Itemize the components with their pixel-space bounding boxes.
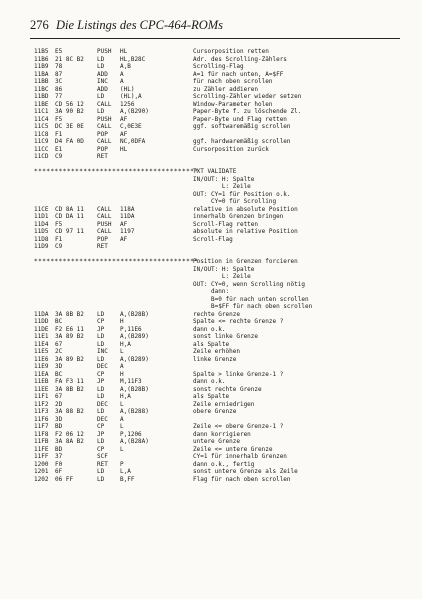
page-number: 276 <box>30 18 49 32</box>
comment: IN/OUT: H: Spalte <box>193 175 255 183</box>
listing-line <box>34 288 404 296</box>
hex-bytes: F1 <box>55 130 63 138</box>
comment: Zeile <= untere Grenze <box>193 445 273 453</box>
operand: M,11F3 <box>120 378 142 385</box>
page-title: Die Listings des CPC-464-ROMs <box>56 18 224 32</box>
comment: Scrolling-Zähler wieder setzen <box>193 93 302 100</box>
operand: AF <box>120 235 128 243</box>
mnemonic: RET <box>97 243 108 250</box>
section-title: Position in Grenzen forcieren <box>193 258 298 265</box>
comment: A=1 für nach unten, A=$FF <box>193 70 284 78</box>
operand: A <box>120 415 124 423</box>
listing-line <box>34 341 404 349</box>
mnemonic: LD <box>97 55 105 63</box>
address: 1202 <box>34 475 49 483</box>
operand: A,(B289) <box>120 355 149 363</box>
operand: HL <box>120 48 128 55</box>
listing-line <box>34 378 404 386</box>
listing-line <box>34 183 404 191</box>
comment: CY=0 für Scrolling <box>193 198 277 205</box>
address: 11F8 <box>34 430 49 438</box>
mnemonic: ADD <box>97 85 108 93</box>
hex-bytes: 3D <box>55 363 63 370</box>
listing-line <box>34 416 404 424</box>
comment: L: Zeile <box>193 183 251 190</box>
listing-line <box>34 206 404 214</box>
section-header-line <box>34 168 404 176</box>
address: 11D4 <box>34 220 49 228</box>
page-header <box>30 12 400 39</box>
section-header-line <box>34 258 404 266</box>
hex-bytes: F5 <box>55 220 63 228</box>
address: 11EA <box>34 370 49 378</box>
mnemonic: CALL <box>97 228 112 235</box>
operand: H <box>120 318 124 325</box>
operand: AF <box>120 220 128 228</box>
hex-bytes: F0 <box>55 460 63 468</box>
mnemonic: DEC <box>97 400 108 408</box>
hex-bytes: 3A 8B B2 <box>55 310 84 318</box>
operand: A <box>120 363 124 370</box>
comment: linke Grenze <box>193 355 237 363</box>
operand: B,FF <box>120 475 135 483</box>
mnemonic: LD <box>97 93 105 100</box>
hex-bytes: E1 <box>55 145 63 153</box>
comment: dann: <box>193 288 230 295</box>
mnemonic: INC <box>97 78 108 85</box>
listing-line <box>34 476 404 484</box>
address: 1201 <box>34 468 49 475</box>
address: 11F7 <box>34 423 49 430</box>
listing-line <box>34 468 404 476</box>
mnemonic: LD <box>97 333 105 340</box>
operand: A,(B28B) <box>120 385 149 393</box>
operand: H,A <box>120 340 131 348</box>
address: 11BB <box>34 78 49 85</box>
mnemonic: POP <box>97 235 108 243</box>
address: 11F1 <box>34 393 49 400</box>
operand: 1256 <box>120 100 135 108</box>
address: 11FB <box>34 438 49 445</box>
operand: P,1206 <box>120 430 142 438</box>
hex-bytes: 37 <box>55 453 63 460</box>
mnemonic: CALL <box>97 138 112 145</box>
comment: für nach oben scrollen <box>193 78 273 85</box>
listing-line <box>34 123 404 131</box>
listing-line <box>34 191 404 199</box>
address: 11C5 <box>34 123 49 130</box>
comment: Zeile <= obere Grenze-1 ? <box>193 423 284 430</box>
separator-stars: **************************************** <box>34 258 199 265</box>
listing-line <box>34 333 404 341</box>
mnemonic: CP <box>97 370 105 378</box>
hex-bytes: 2C <box>55 348 63 355</box>
comment: obere Grenze <box>193 408 237 415</box>
hex-bytes: BD <box>55 423 63 430</box>
listing-line <box>34 461 404 469</box>
address: 11D1 <box>34 213 49 220</box>
hex-bytes: 3A 89 B2 <box>55 355 84 363</box>
comment: untere Grenze <box>193 438 240 445</box>
operand: A,(B28A) <box>120 438 149 445</box>
operand: P,11E6 <box>120 325 142 333</box>
address: 11F2 <box>34 400 49 408</box>
comment: ggf. softwaremäßig scrollen <box>193 123 291 130</box>
mnemonic: POP <box>97 130 108 138</box>
comment: L: Zeile <box>193 273 251 280</box>
comment: dann o.k., fertig <box>193 460 255 468</box>
address: 11C9 <box>34 138 49 145</box>
mnemonic: CALL <box>97 205 112 213</box>
listing-line <box>34 176 404 184</box>
listing-line <box>34 93 404 101</box>
comment: sonst rechte Grenze <box>193 385 262 393</box>
listing-line <box>34 101 404 109</box>
hex-bytes: F1 <box>55 235 63 243</box>
comment: dann korrigieren <box>193 430 251 438</box>
comment: OUT: CY=1 für Position o.k. <box>193 190 291 198</box>
comment: Window-Parameter holen <box>193 100 273 108</box>
mnemonic: CALL <box>97 123 112 130</box>
listing-line <box>34 311 404 319</box>
listing-line <box>34 138 404 146</box>
hex-bytes: 78 <box>55 63 63 70</box>
listing-line <box>34 303 404 311</box>
comment: Flag für nach oben scrollen <box>193 475 291 483</box>
hex-bytes: CD 8A 11 <box>55 205 84 213</box>
mnemonic: CP <box>97 423 105 430</box>
address: 11EE <box>34 385 49 393</box>
comment: rechte Grenze <box>193 310 240 318</box>
listing-line <box>34 408 404 416</box>
operand: A,(B28B) <box>120 310 149 318</box>
operand: NC,0DFA <box>120 138 146 145</box>
mnemonic: LD <box>97 393 105 400</box>
comment: Zeile erniedrigen <box>193 400 255 408</box>
operand: AF <box>120 130 128 138</box>
address: 11CE <box>34 205 49 213</box>
comment: zu Zähler addieren <box>193 85 259 93</box>
mnemonic: POP <box>97 145 108 153</box>
listing-line <box>34 71 404 79</box>
operand: L <box>120 445 124 453</box>
hex-bytes: 3A 89 B2 <box>55 333 84 340</box>
hex-bytes: 3C <box>55 78 63 85</box>
listing-line <box>34 221 404 229</box>
operand: P <box>120 460 124 468</box>
comment: dann o.k. <box>193 325 226 333</box>
mnemonic: JP <box>97 378 105 385</box>
comment: relative in absolute Position <box>193 205 298 213</box>
operand: 1197 <box>120 228 135 235</box>
operand: HL <box>120 145 128 153</box>
listing-line <box>34 131 404 139</box>
address: 11BA <box>34 70 49 78</box>
hex-bytes: 67 <box>55 393 63 400</box>
address: 11FE <box>34 445 49 453</box>
mnemonic: INC <box>97 348 108 355</box>
address: 11B6 <box>34 55 49 63</box>
operand: (HL) <box>120 85 135 93</box>
address: 11F3 <box>34 408 49 415</box>
hex-bytes: C9 <box>55 243 63 250</box>
address: 11E6 <box>34 355 49 363</box>
mnemonic: LD <box>97 310 105 318</box>
address: 11D8 <box>34 235 49 243</box>
comment: als Spalte <box>193 340 230 348</box>
listing-line <box>34 348 404 356</box>
listing-line <box>34 318 404 326</box>
hex-bytes: BD <box>55 445 63 453</box>
comment: B=$FF für nach oben scrollen <box>193 303 313 310</box>
listing-line <box>34 356 404 364</box>
listing-line <box>34 363 404 371</box>
mnemonic: DEC <box>97 363 108 370</box>
address: 11F6 <box>34 415 49 423</box>
mnemonic: LD <box>97 63 105 70</box>
listing-line <box>34 48 404 56</box>
hex-bytes: 3A 8A B2 <box>55 438 84 445</box>
operand: 118A <box>120 205 135 213</box>
address: 11B5 <box>34 48 49 55</box>
listing-line <box>34 326 404 334</box>
address: 11E1 <box>34 333 49 340</box>
comment: sonst untere Grenze als Zeile <box>193 468 298 475</box>
comment: innerhalb Grenzen bringen <box>193 213 284 220</box>
hex-bytes: CD 97 11 <box>55 228 84 235</box>
listing-line <box>34 228 404 236</box>
operand: A <box>120 70 124 78</box>
listing-line <box>34 243 404 251</box>
address: 11BD <box>34 93 49 100</box>
hex-bytes: 6F <box>55 468 63 475</box>
separator-stars: **************************************** <box>34 168 199 175</box>
comment: Paper-Byte f. zu löschende Zl. <box>193 108 302 115</box>
listing-line <box>34 161 404 169</box>
mnemonic: CP <box>97 445 105 453</box>
listing-line <box>34 266 404 274</box>
hex-bytes: 3A 8B B2 <box>55 385 84 393</box>
address: 11E9 <box>34 363 49 370</box>
operand: L,A <box>120 468 131 475</box>
address: 11E5 <box>34 348 49 355</box>
hex-bytes: CD 56 12 <box>55 100 84 108</box>
address: 11DD <box>34 318 49 325</box>
mnemonic: SCF <box>97 453 108 460</box>
comment: OUT: CY=0, wenn Scrolling nötig <box>193 280 305 288</box>
mnemonic: CALL <box>97 213 112 220</box>
hex-bytes: DC 3E 0E <box>55 123 84 130</box>
hex-bytes: CD DA 11 <box>55 213 84 220</box>
comment: absolute in relative Position <box>193 228 298 235</box>
listing-line <box>34 273 404 281</box>
hex-bytes: 21 8C B2 <box>55 55 84 63</box>
address: 11CC <box>34 145 49 153</box>
mnemonic: LD <box>97 475 105 483</box>
comment: als Spalte <box>193 393 230 400</box>
address: 11E4 <box>34 340 49 348</box>
comment: Spalte <= rechte Grenze ? <box>193 318 284 325</box>
hex-bytes: 06 FF <box>55 475 74 483</box>
listing-line <box>34 236 404 244</box>
hex-bytes: BC <box>55 370 63 378</box>
operand: HL,B28C <box>120 55 146 63</box>
hex-bytes: 2D <box>55 400 63 408</box>
mnemonic: LD <box>97 438 105 445</box>
listing-line <box>34 116 404 124</box>
comment: Cursorposition zurück <box>193 145 269 153</box>
hex-bytes: C9 <box>55 153 63 160</box>
address: 11EB <box>34 378 49 385</box>
mnemonic: LD <box>97 468 105 475</box>
operand: H <box>120 370 124 378</box>
mnemonic: DEC <box>97 415 108 423</box>
comment: IN/OUT: H: Spalte <box>193 265 255 273</box>
listing-line <box>34 108 404 116</box>
listing-line <box>34 393 404 401</box>
comment: Paper-Byte und Flag retten <box>193 115 287 123</box>
address: 11DE <box>34 325 49 333</box>
listing-line <box>34 63 404 71</box>
operand: AF <box>120 115 128 123</box>
address: 11D9 <box>34 243 49 250</box>
hex-bytes: 77 <box>55 93 63 100</box>
operand: L <box>120 423 124 430</box>
mnemonic: RET <box>97 153 108 160</box>
mnemonic: RET <box>97 460 108 468</box>
address: 11CD <box>34 153 49 160</box>
listing-line <box>34 296 404 304</box>
listing-line <box>34 198 404 206</box>
address: 11C1 <box>34 108 49 115</box>
hex-bytes: F2 E6 11 <box>55 325 84 333</box>
operand: H,A <box>120 393 131 400</box>
comment: Scroll-Flag <box>193 235 233 243</box>
mnemonic: CALL <box>97 100 112 108</box>
listing-line <box>34 431 404 439</box>
mnemonic: CP <box>97 318 105 325</box>
address: 11BC <box>34 85 49 93</box>
mnemonic: ADD <box>97 70 108 78</box>
listing-line <box>34 386 404 394</box>
mnemonic: LD <box>97 408 105 415</box>
operand: A,(B288) <box>120 408 149 415</box>
operand: (HL),A <box>120 93 142 100</box>
hex-bytes: 67 <box>55 340 63 348</box>
comment: CY=1 für innerhalb Grenzen <box>193 453 287 460</box>
hex-bytes: 3A 90 B2 <box>55 108 84 115</box>
operand: A,B <box>120 63 131 70</box>
listing-line <box>34 371 404 379</box>
address: 11B9 <box>34 63 49 70</box>
listing-line <box>34 78 404 86</box>
hex-bytes: F5 <box>55 115 63 123</box>
listing-line <box>34 281 404 289</box>
listing-line <box>34 453 404 461</box>
operand: A,(B290) <box>120 108 149 115</box>
mnemonic: JP <box>97 325 105 333</box>
listing-line <box>34 438 404 446</box>
mnemonic: PUSH <box>97 220 112 228</box>
address: 11D5 <box>34 228 49 235</box>
listing-line <box>34 401 404 409</box>
mnemonic: PUSH <box>97 115 112 123</box>
hex-bytes: 3A 88 B2 <box>55 408 84 415</box>
address: 11DA <box>34 310 49 318</box>
mnemonic: LD <box>97 108 105 115</box>
operand: A <box>120 78 124 85</box>
listing-line <box>34 446 404 454</box>
hex-bytes: D4 FA 0D <box>55 138 84 145</box>
comment: Scrolling-Flag <box>193 63 244 70</box>
operand: A,(B289) <box>120 333 149 340</box>
operand: 11DA <box>120 213 135 220</box>
mnemonic: LD <box>97 385 105 393</box>
comment: Cursorposition retten <box>193 48 269 55</box>
comment: B=0 für nach unten scrollen <box>193 295 309 303</box>
address: 11FF <box>34 453 49 460</box>
address: 11C4 <box>34 115 49 123</box>
address: 1200 <box>34 460 49 468</box>
operand: L <box>120 400 124 408</box>
operand: L <box>120 348 124 355</box>
address: 11BE <box>34 100 49 108</box>
comment: Adr. des Scrolling-Zählers <box>193 55 287 63</box>
listing-line <box>34 146 404 154</box>
listing-line <box>34 251 404 259</box>
section-title: TXT VALIDATE <box>193 168 237 175</box>
listing-line <box>34 153 404 161</box>
assembly-listing <box>34 48 404 483</box>
address: 11C8 <box>34 130 49 138</box>
mnemonic: JP <box>97 430 105 438</box>
listing-line <box>34 213 404 221</box>
comment: Scroll-Flag retten <box>193 220 259 228</box>
hex-bytes: BC <box>55 318 63 325</box>
comment: Spalte > linke Grenze-1 ? <box>193 370 284 378</box>
hex-bytes: F2 06 12 <box>55 430 84 438</box>
hex-bytes: E5 <box>55 48 63 55</box>
mnemonic: LD <box>97 340 105 348</box>
listing-line <box>34 56 404 64</box>
listing-line <box>34 423 404 431</box>
hex-bytes: 3D <box>55 415 63 423</box>
operand: C,0E3E <box>120 123 142 130</box>
hex-bytes: 86 <box>55 85 63 93</box>
comment: dann o.k. <box>193 378 226 385</box>
mnemonic: PUSH <box>97 48 112 55</box>
hex-bytes: 87 <box>55 70 63 78</box>
hex-bytes: FA F3 11 <box>55 378 84 385</box>
comment: Zeile erhöhen <box>193 348 240 355</box>
mnemonic: LD <box>97 355 105 363</box>
comment: ggf. hardwaremäßig scrollen <box>193 138 291 145</box>
listing-line <box>34 86 404 94</box>
comment: sonst linke Grenze <box>193 333 259 340</box>
